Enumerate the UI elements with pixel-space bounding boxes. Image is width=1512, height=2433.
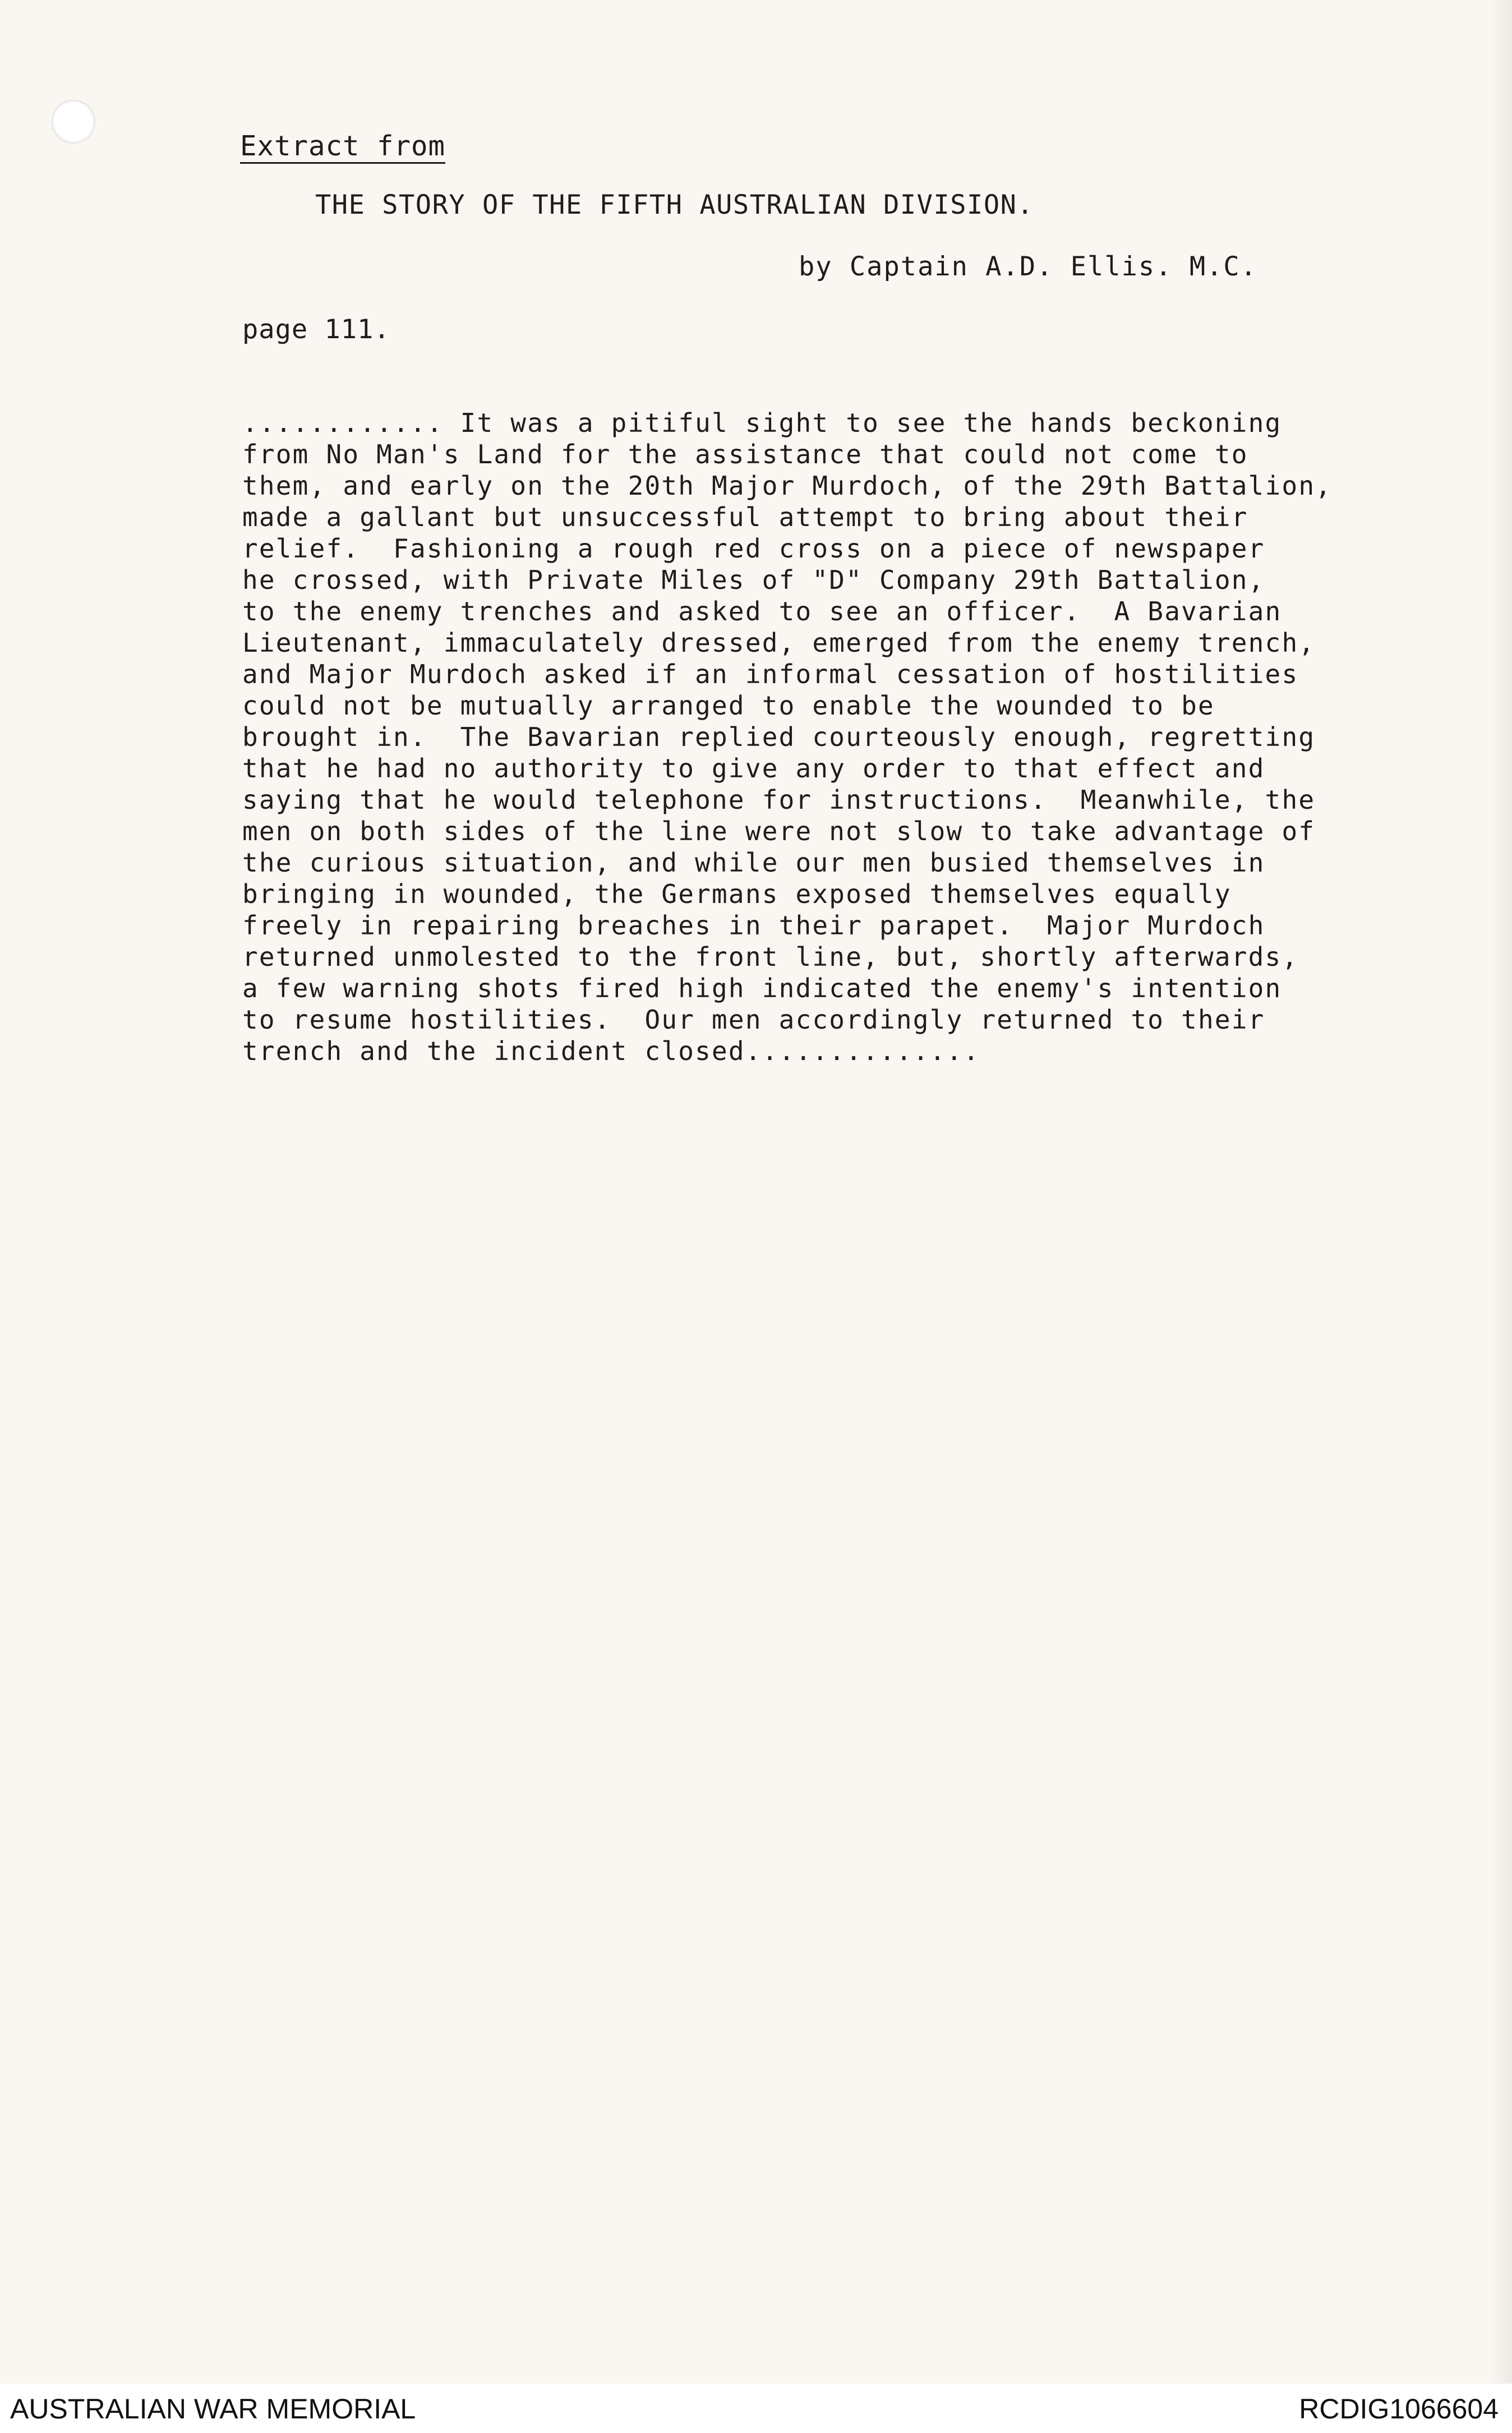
body-line: he crossed, with Private Miles of "D" Company 29th Battalion, bbox=[242, 565, 1265, 595]
body-line: that he had no authority to give any order to that effect and bbox=[242, 753, 1265, 784]
body-line: to the enemy trenches and asked to see an officer. A Bavarian bbox=[242, 596, 1282, 626]
footer-credit: AUSTRALIAN WAR MEMORIAL bbox=[4, 2390, 421, 2427]
body-line: saying that he would telephone for instructions. Meanwhile, the bbox=[242, 785, 1316, 815]
punch-hole bbox=[52, 100, 95, 144]
author-line: by Captain A.D. Ellis. M.C. bbox=[799, 251, 1258, 282]
body-line: could not be mutually arranged to enable the wounded to be bbox=[242, 690, 1215, 721]
body-line: from No Man's Land for the assistance that could not come to bbox=[242, 439, 1248, 469]
extract-label: Extract from bbox=[240, 130, 446, 162]
book-title: THE STORY OF THE FIFTH AUSTRALIAN DIVISION. bbox=[315, 190, 1034, 220]
body-line: made a gallant but unsuccessful attempt to bring about their bbox=[242, 502, 1248, 532]
body-line: returned unmolested to the front line, but, shortly afterwards, bbox=[242, 942, 1299, 972]
body-line: them, and early on the 20th Major Murdoch, of the 29th Battalion, bbox=[242, 471, 1333, 501]
page-reference: page 111. bbox=[242, 314, 390, 345]
body-line: men on both sides of the line were not slow to take advantage of bbox=[242, 816, 1316, 846]
body-line: Lieutenant, immaculately dressed, emerged from the enemy trench, bbox=[242, 628, 1316, 658]
body-line: the curious situation, and while our men busied themselves in bbox=[242, 847, 1265, 878]
body-line: relief. Fashioning a rough red cross on a piece of newspaper bbox=[242, 533, 1265, 564]
body-line: freely in repairing breaches in their parapet. Major Murdoch bbox=[242, 910, 1265, 941]
body-line: and Major Murdoch asked if an informal cessation of hostilities bbox=[242, 659, 1299, 689]
body-line: to resume hostilities. Our men accordingly returned to their bbox=[242, 1004, 1265, 1035]
body-line: brought in. The Bavarian replied courteously enough, regretting bbox=[242, 722, 1316, 752]
footer-reference-id: RCDIG1066604 bbox=[1293, 2390, 1504, 2427]
body-line: a few warning shots fired high indicated the enemy's intention bbox=[242, 973, 1282, 1003]
body-line: ............ It was a pitiful sight to see the hands beckoning bbox=[242, 408, 1282, 438]
body-line: trench and the incident closed.............. bbox=[242, 1036, 980, 1066]
paper-edge-shadow bbox=[1490, 0, 1512, 2384]
body-line: bringing in wounded, the Germans exposed themselves equally bbox=[242, 879, 1232, 909]
